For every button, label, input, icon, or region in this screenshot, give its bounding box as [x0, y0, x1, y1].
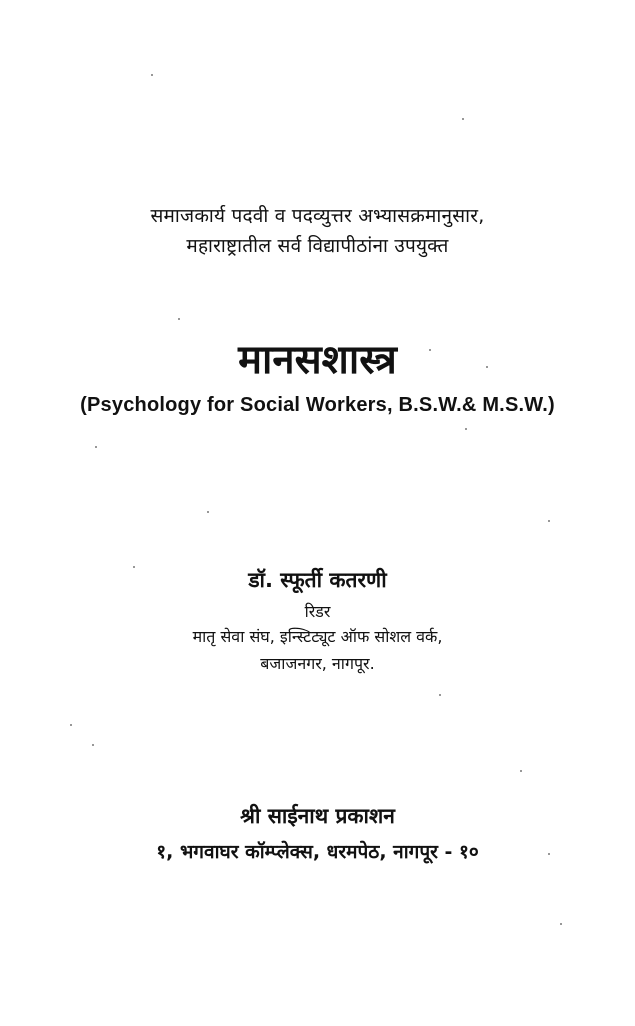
scan-speck [151, 74, 153, 76]
subtitle-line-2: महाराष्ट्रातील सर्व विद्यापीठांना उपयुक्त [186, 235, 449, 257]
scan-speck [133, 566, 135, 568]
scan-speck [462, 118, 464, 120]
scan-speck [465, 428, 467, 430]
scan-speck [92, 744, 94, 746]
publisher-name: श्री साईनाथ प्रकाशन [240, 804, 395, 828]
scan-speck [520, 770, 522, 772]
book-title-english: (Psychology for Social Workers, B.S.W.& M.S.W.) [80, 394, 555, 416]
scan-speck [486, 366, 488, 368]
subtitle-line-1: समाजकार्य पदवी व पदव्युत्तर अभ्यासक्रमानुसार, [150, 205, 485, 227]
author-institute: मातृ सेवा संघ, इन्स्टिट्यूट ऑफ सोशल वर्क, [192, 627, 443, 646]
scan-speck [95, 446, 97, 448]
scan-speck [548, 853, 550, 855]
scan-speck [429, 349, 431, 351]
scan-speck [207, 511, 209, 513]
author-name: डॉ. स्फूर्ती कतरणी [248, 568, 387, 592]
publisher-address: १, भगवाघर कॉम्प्लेक्स, धरमपेठ, नागपूर - १० [156, 841, 479, 863]
scan-speck [178, 318, 180, 320]
scan-speck [70, 724, 72, 726]
scan-speck [439, 694, 441, 696]
scan-speck [560, 923, 562, 925]
author-designation: रिडर [304, 602, 331, 621]
author-location: बजाजनगर, नागपूर. [260, 654, 375, 673]
scan-speck [548, 520, 550, 522]
book-title-marathi: मानसशास्त्र [238, 337, 397, 383]
